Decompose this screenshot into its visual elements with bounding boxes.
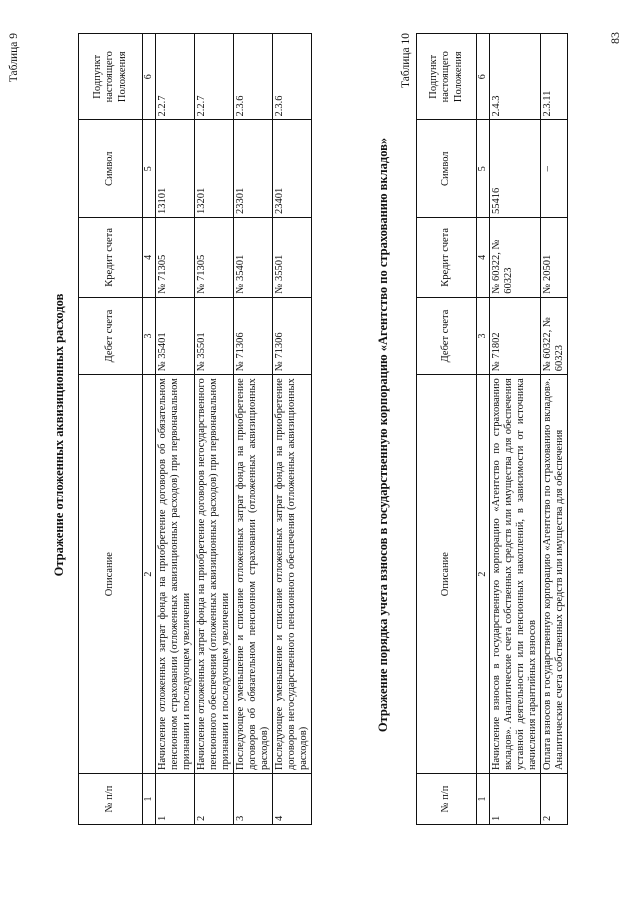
row-debit: № 35401 [155,297,194,375]
table-row [233,34,272,825]
table9-header-debit: Дебет счета [79,297,143,375]
page-number: 83 [608,32,622,44]
row-credit: № 71305 [155,217,194,297]
row-subpoint: 2.2.7 [155,34,194,120]
table9-header-credit: Кредит счета [79,217,143,297]
table-row [194,34,233,825]
row-subpoint: 2.3.11 [540,34,567,120]
table10 [416,33,568,825]
table10-colnum: 5 [477,120,490,217]
row-credit: № 35401 [233,217,272,297]
table10-title: Отражение порядка учета взносов в государственную корпорацию «Агентство по страхованию вкладов» [376,137,390,733]
table9-colnum: 5 [143,120,156,217]
row-subpoint: 2.4.3 [489,34,540,120]
row-desc: Начисление отложенных затрат фонда на приобретение договоров об обязательном пенсионном страховании (отложенных аквизиционных расходов) при первоначальном признании и последующем увеличении [155,375,194,774]
table9-colnum: 3 [143,297,156,375]
table-row [540,34,567,825]
row-symbol: 13201 [194,120,233,217]
table9-header-desc: Описание [79,375,143,774]
row-symbol: 13101 [155,120,194,217]
row-num: 3 [233,774,272,825]
row-desc: Последующее уменьшение и списание отложенных затрат фонда на приобретение договоров об обязательном пенсионном страховании (отложенных аквизиционных расходов) [233,375,272,774]
table9-header-num: № п/п [79,774,143,825]
row-credit: № 35501 [273,217,312,297]
row-desc: Оплата взносов в государственную корпорацию «Агентство по страхованию вкладов». Аналитические счета собственных средств или имущества для обеспечения [540,375,567,774]
row-symbol: 23301 [233,120,272,217]
row-num: 2 [194,774,233,825]
table10-header-credit: Кредит счета [417,217,477,297]
table9-header-symbol: Символ [79,120,143,217]
row-debit: № 71306 [273,297,312,375]
table10-header-subpoint: Подпункт настоящего Положения [417,34,477,120]
table10-colnum: 2 [477,375,490,774]
table10-header-symbol: Символ [417,120,477,217]
row-credit: № 60322, № 60323 [489,217,540,297]
table9-colnum: 6 [143,34,156,120]
row-subpoint: 2.3.6 [273,34,312,120]
row-desc: Последующее уменьшение и списание отложенных затрат фонда на приобретение договоров негосударственного пенсионного обеспечения (отложенных аквизиционных расходов) [273,375,312,774]
table-row [155,34,194,825]
row-desc: Начисление отложенных затрат фонда на приобретение договоров негосударственного пенсионного обеспечения (отложенных аквизиционных расходов) при первоначальном признании и последующем увеличении [194,375,233,774]
table10-colnum: 4 [477,217,490,297]
row-subpoint: 2.3.6 [233,34,272,120]
table9-colnum: 4 [143,217,156,297]
row-desc: Начисление взносов в государственную корпорацию «Агентство по страхованию вкладов». Аналитические счета собственных средств или имущества для обеспечения уставной деятельности или пенсионных накоплений, в зависимости от источника начисления гарантийных взносов [489,375,540,774]
table9 [78,33,312,825]
row-num: 4 [273,774,312,825]
row-symbol: 55416 [489,120,540,217]
table9-colnum: 2 [143,375,156,774]
table9-caption: Таблица 9 [8,33,20,83]
table10-colnum: 3 [477,297,490,375]
row-debit: № 71802 [489,297,540,375]
table10-header-desc: Описание [417,375,477,774]
table9-colnum: 1 [143,774,156,825]
table10-caption: Таблица 10 [400,33,412,88]
row-symbol: 23401 [273,120,312,217]
row-credit: № 71305 [194,217,233,297]
table9-header-subpoint: Подпункт настоящего Положения [79,34,143,120]
table-row [273,34,312,825]
table10-header-num: № п/п [417,774,477,825]
table10-colnum: 1 [477,774,490,825]
table9-title: Отражение отложенных аквизиционных расходов [52,293,66,577]
row-subpoint: 2.2.7 [194,34,233,120]
table-row [489,34,540,825]
row-num: 2 [540,774,567,825]
row-credit: № 20501 [540,217,567,297]
row-symbol: – [540,120,567,217]
table10-colnum: 6 [477,34,490,120]
row-debit: № 35501 [194,297,233,375]
row-num: 1 [155,774,194,825]
row-num: 1 [489,774,540,825]
table10-header-debit: Дебет счета [417,297,477,375]
row-debit: № 71306 [233,297,272,375]
row-debit: № 60322, № 60323 [540,297,567,375]
